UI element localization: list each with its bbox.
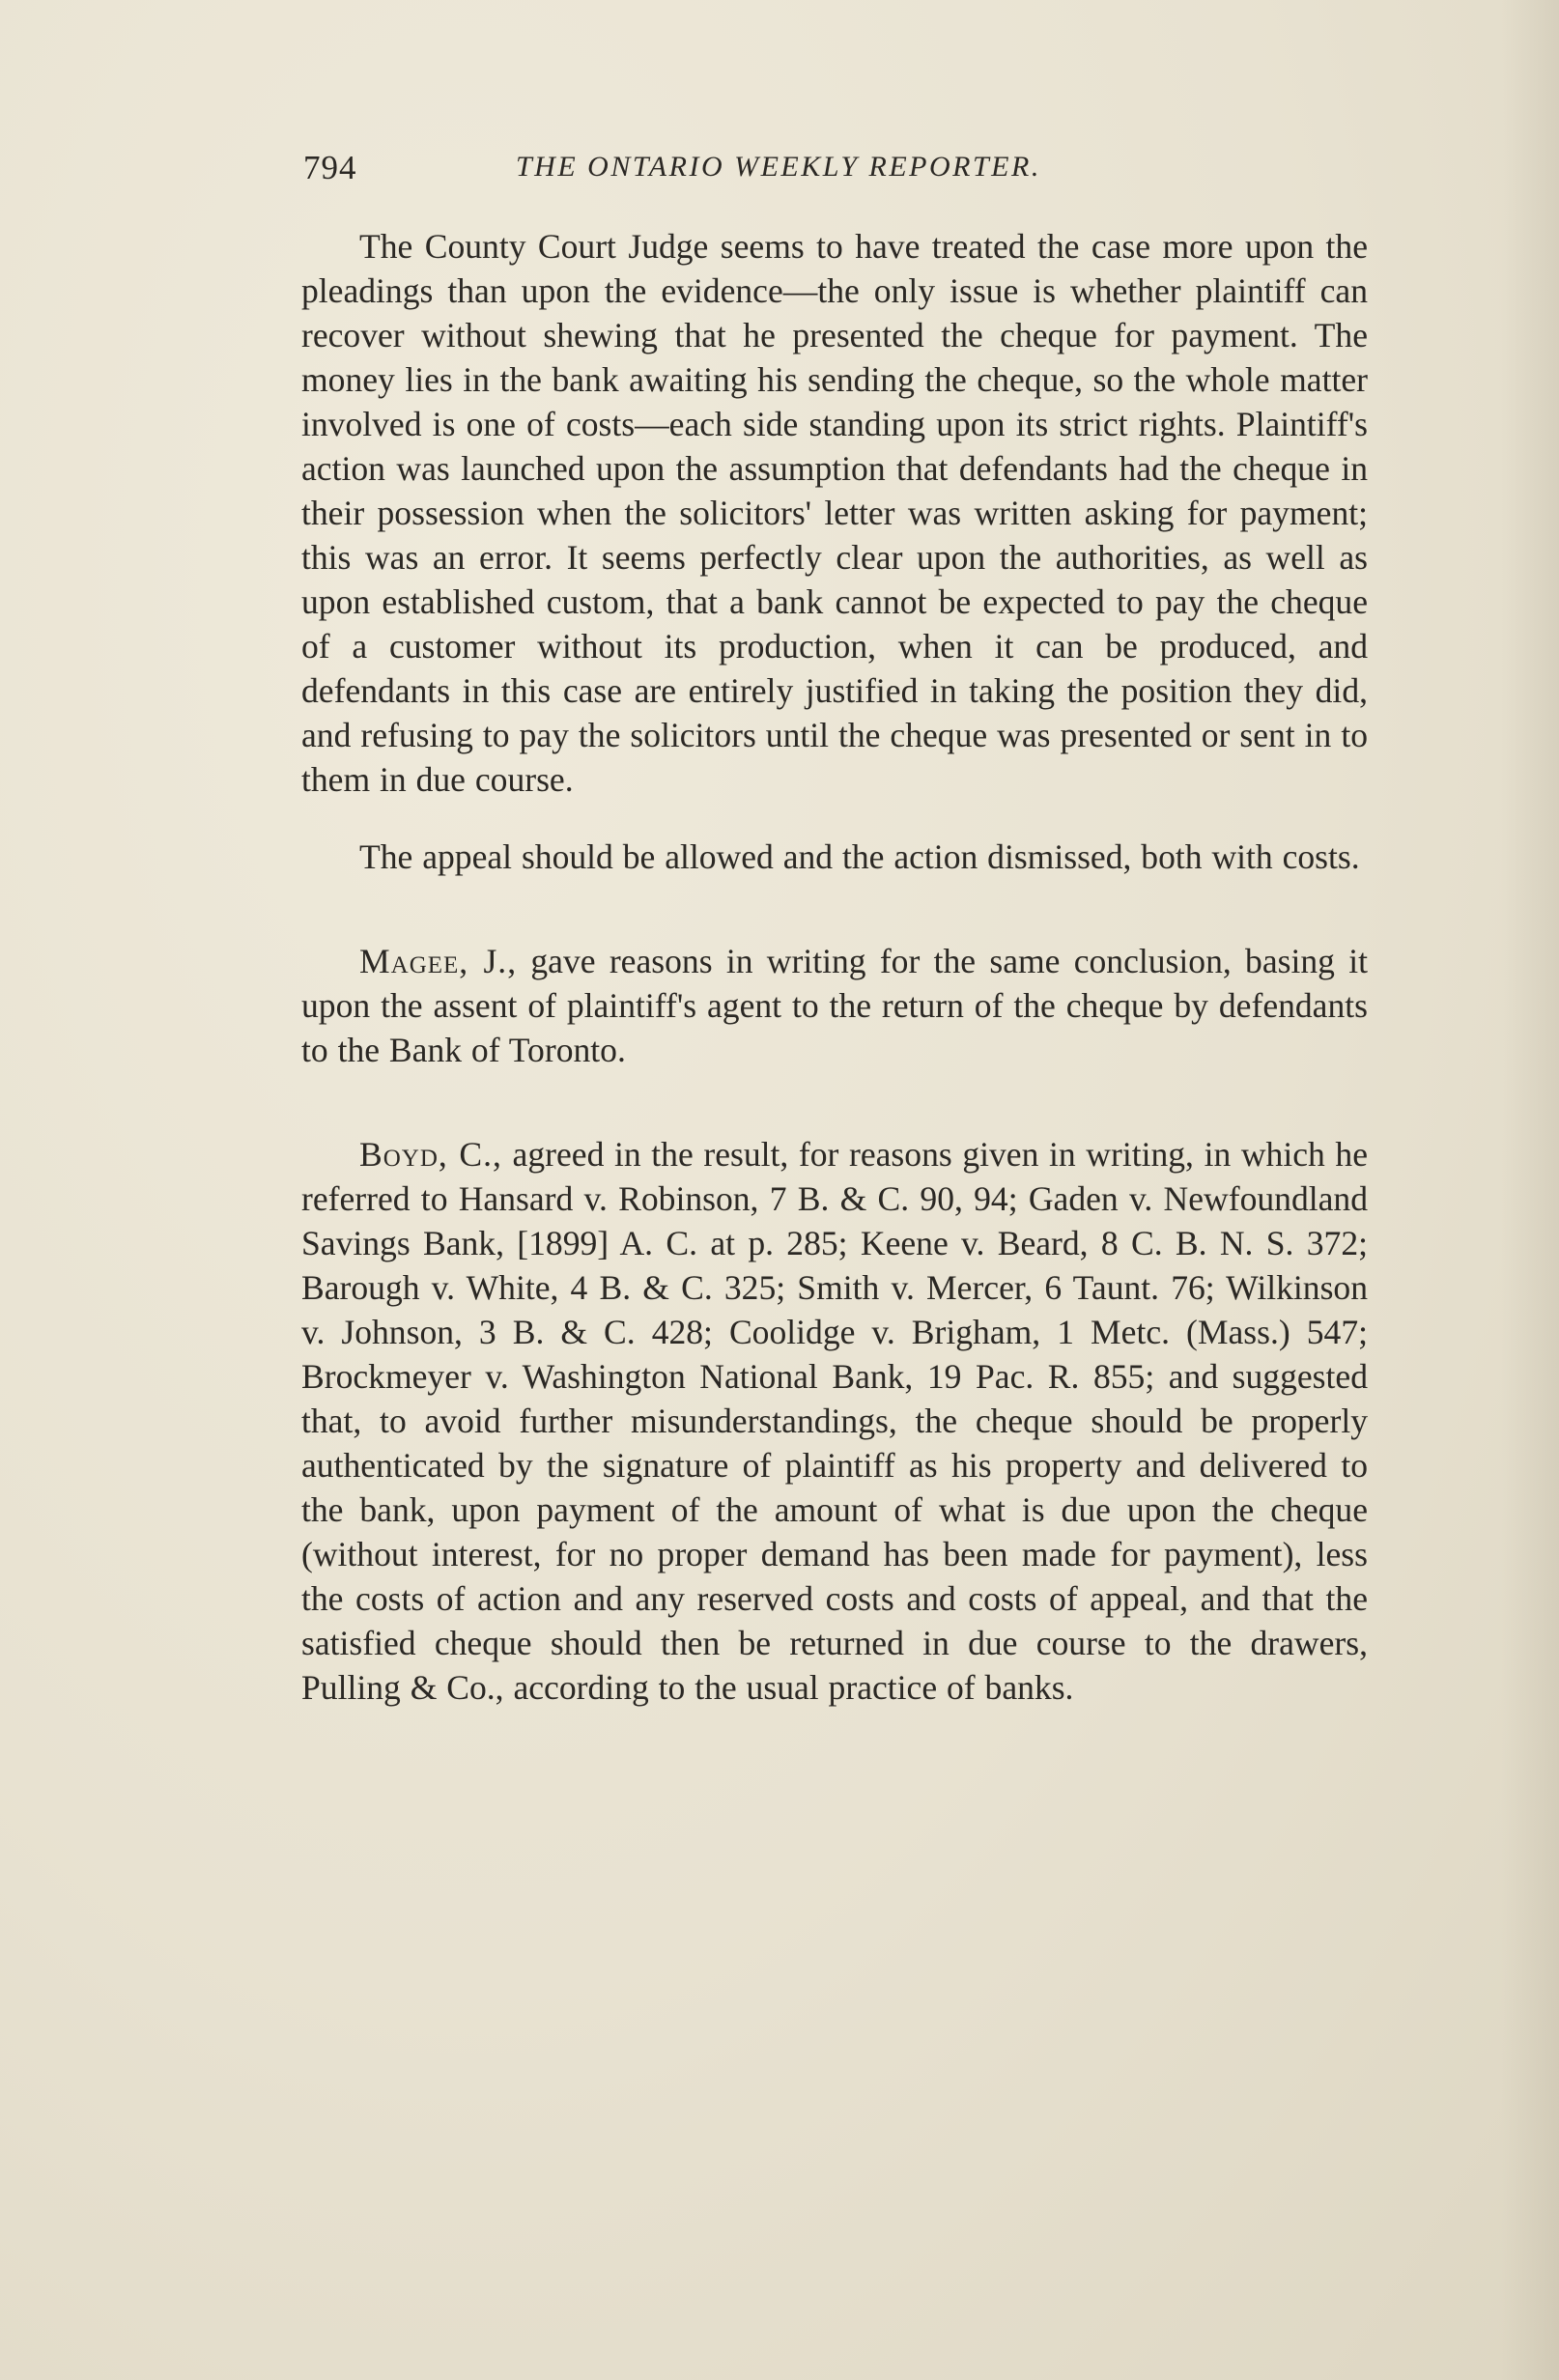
page-body xyxy=(301,224,1368,1710)
paragraph-magee-opinion xyxy=(301,939,1368,1072)
paragraph-text: gave reasons in writing for the same conclusion, basing it upon the assent of plaintiff's agent to the return of the cheque by defendants to the Bank of Toronto. xyxy=(301,942,1368,1069)
paragraph-text: The County Court Judge seems to have treated the case more upon the pleadings than upon the evidence—the only issue is whether plaintiff can recover without shewing that he presented the cheque for payment. The money lies in the bank awaiting his sending the cheque, so the whole matter involved is one of costs—each side standing upon its strict rights. Plaintiff's action was launched upon the assumption that defendants had the cheque in their possession when the solicitors' letter was written asking for payment; this was an error. It seems perfectly clear upon the authorities, as well as upon established custom, that a bank cannot be expected to pay the cheque of a customer without its production, when it can be produced, and defendants in this case are entirely justified in taking the position they did, and refusing to pay the solicitors until the cheque was presented or sent in to them in due course. xyxy=(301,227,1368,799)
page-number: 794 xyxy=(303,149,357,186)
paragraph-boyd-opinion xyxy=(301,1132,1368,1710)
page-header xyxy=(303,149,1366,197)
judge-name: Magee, J., xyxy=(359,942,518,980)
paragraph-text: The appeal should be allowed and the action dismissed, both with costs. xyxy=(359,837,1360,876)
paragraph-judgment-reasons xyxy=(301,224,1368,802)
paragraph-text: agreed in the result, for reasons given in writing, in which he referred to Hansard v. Robinson, 7 B. & C. 90, 94; Gaden v. Newfoundland Savings Bank, [1899] A. C. at p. 285; Keene v. Beard, 8 C. B. N. S. 372; Barough v. White, 4 B. & C. 325; Smith v. Mercer, 6 Taunt. 76; Wilkinson v. Johnson, 3 B. & C. 428; Coolidge v. Brigham, 1 Metc. (Mass.) 547; Brockmeyer v. Washington National Bank, 19 Pac. R. 855; and suggested that, to avoid further misunderstandings, the cheque should be properly authenticated by the signature of plaintiff as his property and delivered to the bank, upon payment of the amount of what is due upon the cheque (without interest, for no proper demand has been made for payment), less the costs of action and any reserved costs and costs of appeal, and that the satisfied cheque should then be returned in due course to the drawers, Pulling & Co., according to the usual practice of banks. xyxy=(301,1135,1369,1707)
judge-name: Boyd, C., xyxy=(359,1135,502,1174)
paragraph-disposition xyxy=(301,835,1368,879)
running-title: THE ONTARIO WEEKLY REPORTER. xyxy=(516,151,1041,183)
